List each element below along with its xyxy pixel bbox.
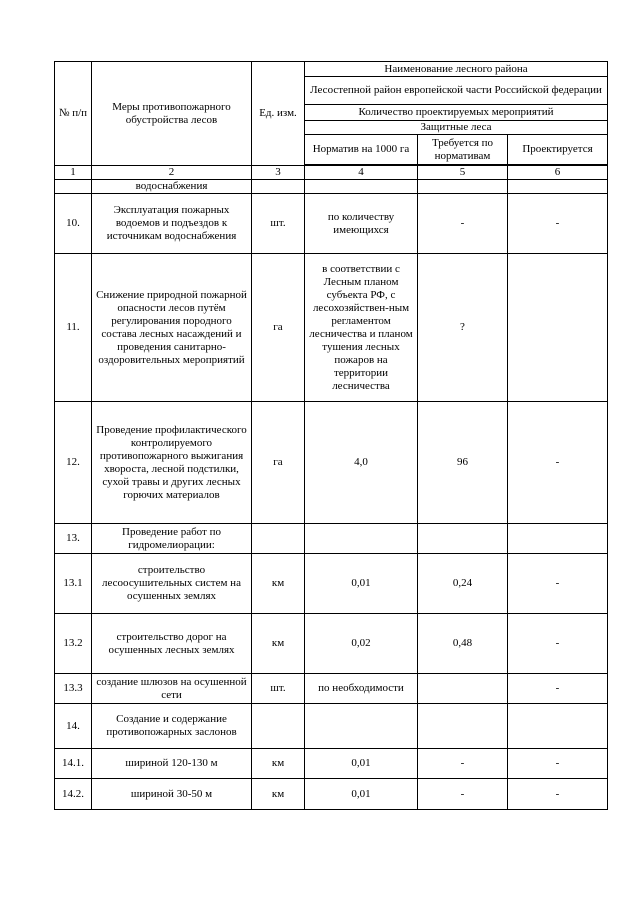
row-required: 0,48 — [418, 614, 508, 674]
row-unit: шт. — [252, 194, 305, 254]
row-required — [418, 180, 508, 194]
table-row — [55, 779, 608, 810]
header-qty-title: Количество проектируемых мероприятий — [305, 105, 608, 121]
header-region-name: Лесостепной район европейской части Российской федерации — [305, 77, 608, 105]
row-name: строительство дорог на осушенных лесных землях — [92, 614, 252, 674]
row-num: 14.1. — [55, 749, 92, 779]
row-unit — [252, 704, 305, 749]
row-projected — [508, 704, 608, 749]
row-num: 10. — [55, 194, 92, 254]
table-row — [55, 554, 608, 614]
header-forest-type: Защитные леса — [305, 121, 608, 135]
row-norm: 0,01 — [305, 554, 418, 614]
col-number-1: 1 — [55, 166, 92, 180]
row-norm: 4,0 — [305, 402, 418, 524]
row-norm: 0,01 — [305, 749, 418, 779]
row-projected — [508, 254, 608, 402]
table-row — [55, 254, 608, 402]
row-num: 13. — [55, 524, 92, 554]
table-row — [55, 614, 608, 674]
row-projected — [508, 180, 608, 194]
row-unit: га — [252, 402, 305, 524]
row-required: - — [418, 749, 508, 779]
table-row — [55, 180, 608, 194]
row-name: Проведение профилактического контролируемого противопожарного выжигания хвороста, лесной подстилки, сухой травы и других лесных горючих материалов — [92, 402, 252, 524]
header-region-title: Наименование лесного района — [305, 62, 608, 77]
row-unit: км — [252, 554, 305, 614]
row-name: Эксплуатация пожарных водоемов и подъездов к источникам водоснабжения — [92, 194, 252, 254]
row-num: 12. — [55, 402, 92, 524]
row-norm — [305, 704, 418, 749]
row-projected: - — [508, 554, 608, 614]
col-number-3: 3 — [252, 166, 305, 180]
row-required: - — [418, 779, 508, 810]
row-projected — [508, 524, 608, 554]
row-norm: по необходимости — [305, 674, 418, 704]
col-number-2: 2 — [92, 166, 252, 180]
row-name: Снижение природной пожарной опасности лесов путём регулирования породного состава лесных насаждений и проведения санитарно-оздоровительных мероприятий — [92, 254, 252, 402]
col-number-4: 4 — [305, 166, 418, 180]
header-norm: Норматив на 1000 га — [305, 135, 418, 165]
header-required: Требуется по нормативам — [418, 135, 508, 165]
header-row-1 — [55, 62, 608, 77]
row-unit: км — [252, 749, 305, 779]
row-unit — [252, 180, 305, 194]
col-number-6: 6 — [508, 166, 608, 180]
col-number-5: 5 — [418, 166, 508, 180]
row-name: Проведение работ по гидромелиорации: — [92, 524, 252, 554]
row-num: 11. — [55, 254, 92, 402]
row-projected: - — [508, 614, 608, 674]
row-norm: 0,02 — [305, 614, 418, 674]
table-row — [55, 749, 608, 779]
table-row — [55, 524, 608, 554]
row-num: 13.1 — [55, 554, 92, 614]
row-num: 13.2 — [55, 614, 92, 674]
row-norm: в соответствии с Лесным планом субъекта РФ, с лесохозяйствен-ным регламентом лесничества и планом тушения лесных пожаров на территории лесничества — [305, 254, 418, 402]
row-norm — [305, 524, 418, 554]
row-num: 13.3 — [55, 674, 92, 704]
fire-prevention-table — [54, 61, 608, 810]
column-number-row — [55, 166, 608, 180]
header-projected: Проектируется — [508, 135, 608, 165]
table-row — [55, 402, 608, 524]
row-unit: га — [252, 254, 305, 402]
row-unit: км — [252, 614, 305, 674]
table-row — [55, 674, 608, 704]
row-name: строительство лесоосушительных систем на осушенных землях — [92, 554, 252, 614]
row-required: ? — [418, 254, 508, 402]
header-measures: Меры противопожарного обустройства лесов — [92, 62, 252, 166]
row-num: 14.2. — [55, 779, 92, 810]
row-required: 0,24 — [418, 554, 508, 614]
row-num — [55, 180, 92, 194]
row-name: шириной 30-50 м — [92, 779, 252, 810]
row-required — [418, 674, 508, 704]
row-name: водоснабжения — [92, 180, 252, 194]
table-row — [55, 704, 608, 749]
row-required: 96 — [418, 402, 508, 524]
row-required — [418, 524, 508, 554]
row-norm: по количеству имеющихся — [305, 194, 418, 254]
row-projected: - — [508, 749, 608, 779]
row-required: - — [418, 194, 508, 254]
table-row — [55, 194, 608, 254]
row-projected: - — [508, 779, 608, 810]
row-unit: шт. — [252, 674, 305, 704]
row-required — [418, 704, 508, 749]
row-projected: - — [508, 194, 608, 254]
row-name: Создание и содержание противопожарных заслонов — [92, 704, 252, 749]
row-unit: км — [252, 779, 305, 810]
row-name: создание шлюзов на осушенной сети — [92, 674, 252, 704]
row-name: шириной 120-130 м — [92, 749, 252, 779]
row-projected: - — [508, 674, 608, 704]
row-unit — [252, 524, 305, 554]
header-num: № п/п — [55, 62, 92, 166]
row-norm: 0,01 — [305, 779, 418, 810]
row-norm — [305, 180, 418, 194]
row-num: 14. — [55, 704, 92, 749]
row-projected: - — [508, 402, 608, 524]
header-unit: Ед. изм. — [252, 62, 305, 166]
